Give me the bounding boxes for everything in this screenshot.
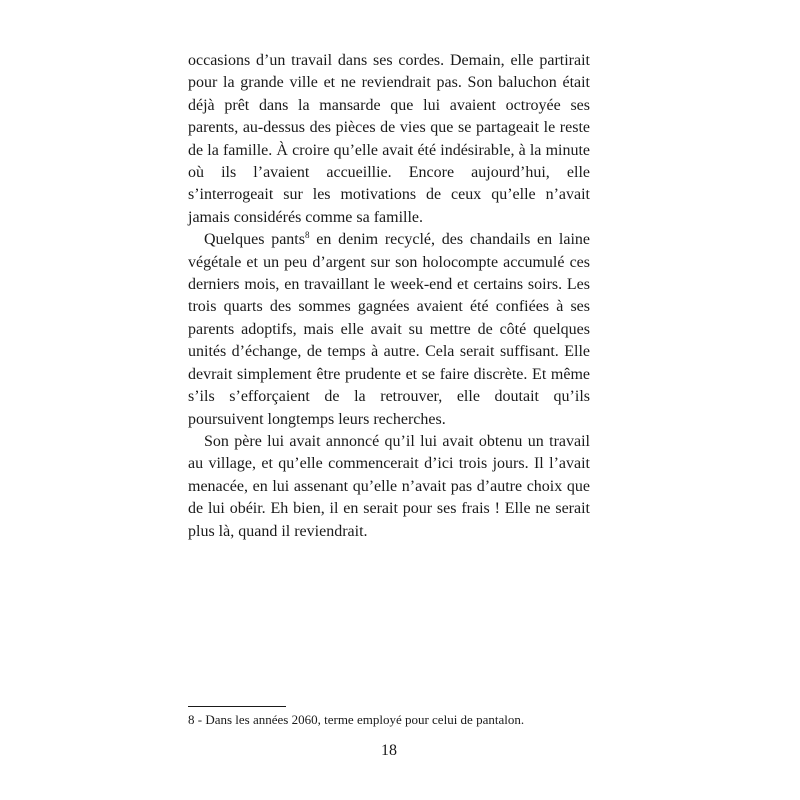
paragraph-3: Son père lui avait annoncé qu’il lui avait obtenu un travail au village, et qu’elle commencerait d’ici trois jours. Il l’avait menacée, en lui assenant qu’elle n’avait pas d’autre choix que de lui obéir. Eh bien, il en serait pour ses frais ! Elle ne serait plus là, quand il reviendrait. xyxy=(188,432,590,540)
paragraph-2 xyxy=(188,229,590,431)
footnote-reference: 8 xyxy=(304,230,310,241)
footnote-separator xyxy=(188,706,286,707)
body-text xyxy=(188,50,590,543)
paragraph-2-rest: en denim recyclé, des chandails en laine végétale et un peu d’argent sur son holocompte accumulé ces derniers mois, en travaillant le week-end et certains soirs. Les trois quarts des sommes gagnées avaient été confiées à ses parents adoptifs, mais elle avait su mettre de côté quelques unités d’échange, de temps à autre. Cela serait suffisant. Elle devrait simplement être prudente et se faire discrète. Et même s’ils s’efforçaient de la retrouver, elle doutait qu’ils poursuivent longtemps leurs recherches. xyxy=(188,231,591,428)
paragraph-1: occasions d’un travail dans ses cordes. Demain, elle partirait pour la grande ville et ne reviendrait pas. Son baluchon était déjà prêt dans la mansarde que lui avaient octroyée ses parents, au-dessus des pièces de vies que se partageait le reste de la famille. À croire qu’elle avait été indésirable, à la minute où ils l’avaient accueillie. Encore aujourd’hui, elle s’interrogeait sur les motivations de ceux qu’elle n’avait jamais considérés comme sa famille. xyxy=(188,52,590,226)
paragraph-2-start: Quelques pants xyxy=(204,231,305,249)
footnote: 8 - Dans les années 2060, terme employé pour celui de pantalon. xyxy=(188,712,525,727)
page-number: 18 xyxy=(381,742,397,759)
